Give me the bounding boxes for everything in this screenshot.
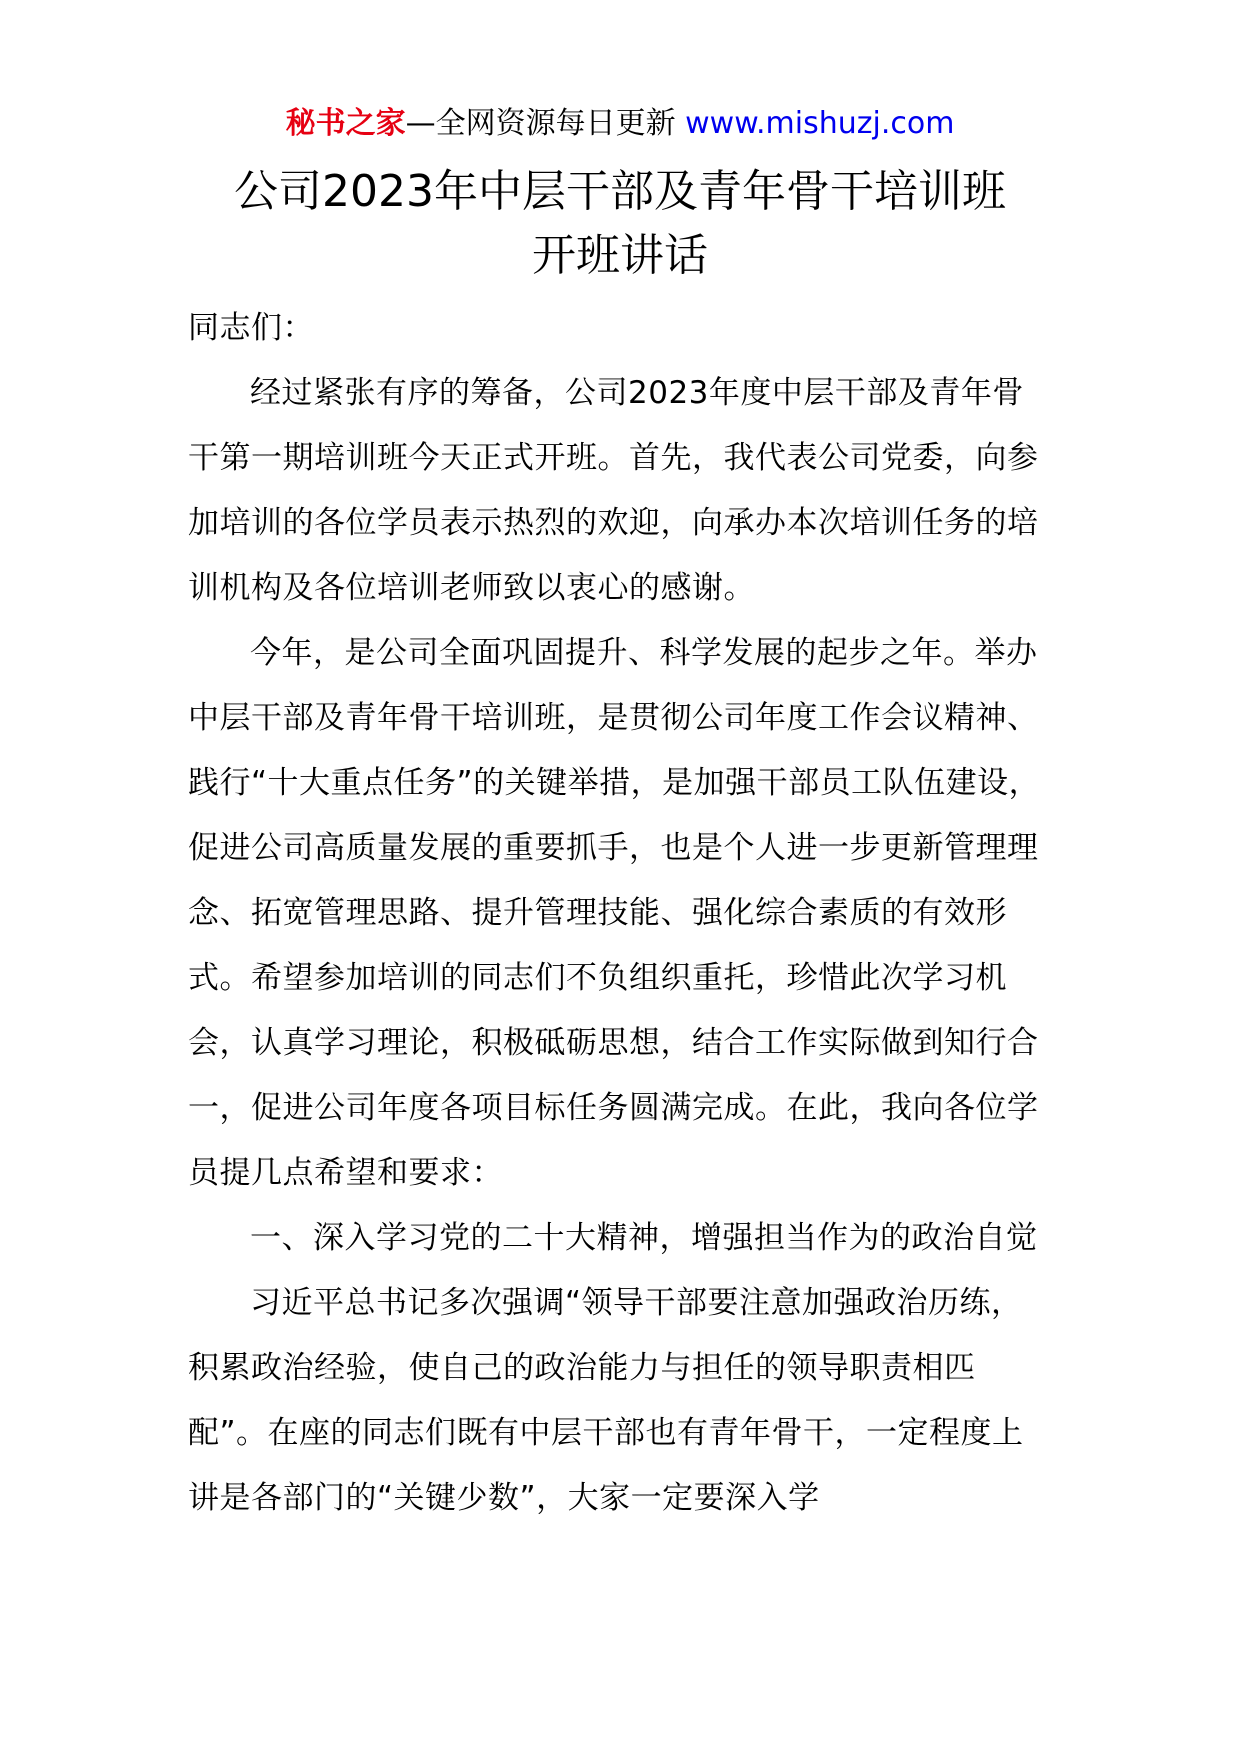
section-heading-1: 一、深入学习党的二十大精神，增强担当作为的政治自觉: [250, 1220, 1038, 1256]
paragraph-section-1: 习近平总书记多次强调“领导干部要注意加强政治历练，积累政治经验，使自己的政治能力与担任的领导职责相匹配”。在座的同志们既有中层干部也有青年骨干，一定程度上讲是各部门的“关键少数”，大家一定要深入学: [188, 1285, 1024, 1516]
header-tagline: —全网资源每日更新: [405, 106, 676, 141]
site-url-link[interactable]: www.mishuzj.com: [685, 106, 955, 141]
document-title-line-1: 公司2023年中层干部及青年骨干培训班: [234, 166, 1006, 217]
brand-name: 秘书之家: [285, 106, 406, 141]
document-title-line-2: 开班讲话: [532, 230, 708, 281]
salutation: 同志们：: [188, 310, 314, 346]
paragraph-intro: 经过紧张有序的筹备，公司2023年度中层干部及青年骨干第一期培训班今天正式开班。首先，我代表公司党委，向参加培训的各位学员表示热烈的欢迎，向承办本次培训任务的培训机构及各位培训老师致以衷心的感谢。: [188, 375, 1039, 606]
document-body: [188, 296, 1048, 1531]
paragraph-context: 今年，是公司全面巩固提升、科学发展的起步之年。举办中层干部及青年骨干培训班，是贯彻公司年度工作会议精神、践行“十大重点任务”的关键举措，是加强干部员工队伍建设，促进公司高质量发展的重要抓手，也是个人进一步更新管理理念、拓宽管理思路、提升管理技能、强化综合素质的有效形式。希望参加培训的同志们不负组织重托，珍惜此次学习机会，认真学习理论，积极砥砺思想，结合工作实际做到知行合一，促进公司年度各项目标任务圆满完成。在此，我向各位学员提几点希望和要求：: [188, 635, 1041, 1191]
site-header: [0, 100, 1240, 148]
